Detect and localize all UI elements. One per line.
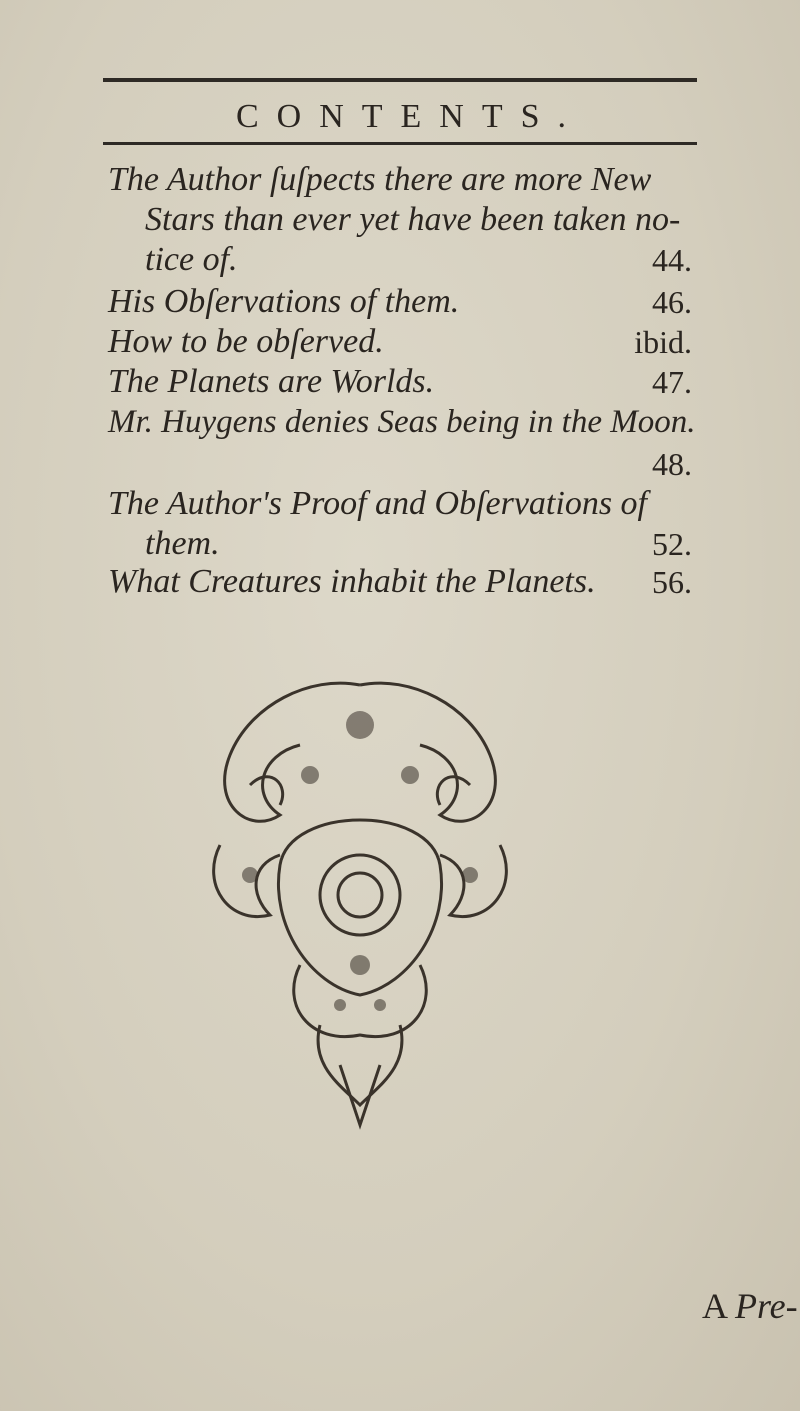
page-number: 47. <box>652 364 692 400</box>
page-number: 56. <box>652 564 692 600</box>
page-number: 52. <box>652 526 692 562</box>
top-rule <box>103 78 697 82</box>
catchword <box>702 1285 798 1327</box>
catchword-a: A <box>702 1286 727 1326</box>
decorative-ornament <box>190 665 530 1135</box>
entry-line: tice of. <box>145 241 238 278</box>
page-number: ibid. <box>634 324 692 360</box>
entry-line: How to be obſerved. <box>108 323 384 360</box>
entry-line: The Author's Proof and Obſervations of <box>108 485 648 522</box>
entry-line: What Creatures inhabit the Planets. <box>108 563 596 600</box>
title-underline <box>103 142 697 145</box>
entry-line: Mr. Huygens denies Seas being in the Moon. <box>108 404 696 440</box>
entry-line: The Planets are Worlds. <box>108 363 435 400</box>
entry-line: His Obſervations of them. <box>108 283 460 320</box>
entry-line: The Author ſuſpects there are more New <box>108 161 652 198</box>
page-number: 46. <box>652 284 692 320</box>
page-number: 44. <box>652 242 692 278</box>
entry-line: Stars than ever yet have been taken no- <box>145 201 681 238</box>
entry-line: them. <box>145 525 220 562</box>
page-number: 48. <box>652 446 692 482</box>
catchword-b: Pre- <box>735 1286 798 1326</box>
page-title: CONTENTS. <box>235 98 585 135</box>
